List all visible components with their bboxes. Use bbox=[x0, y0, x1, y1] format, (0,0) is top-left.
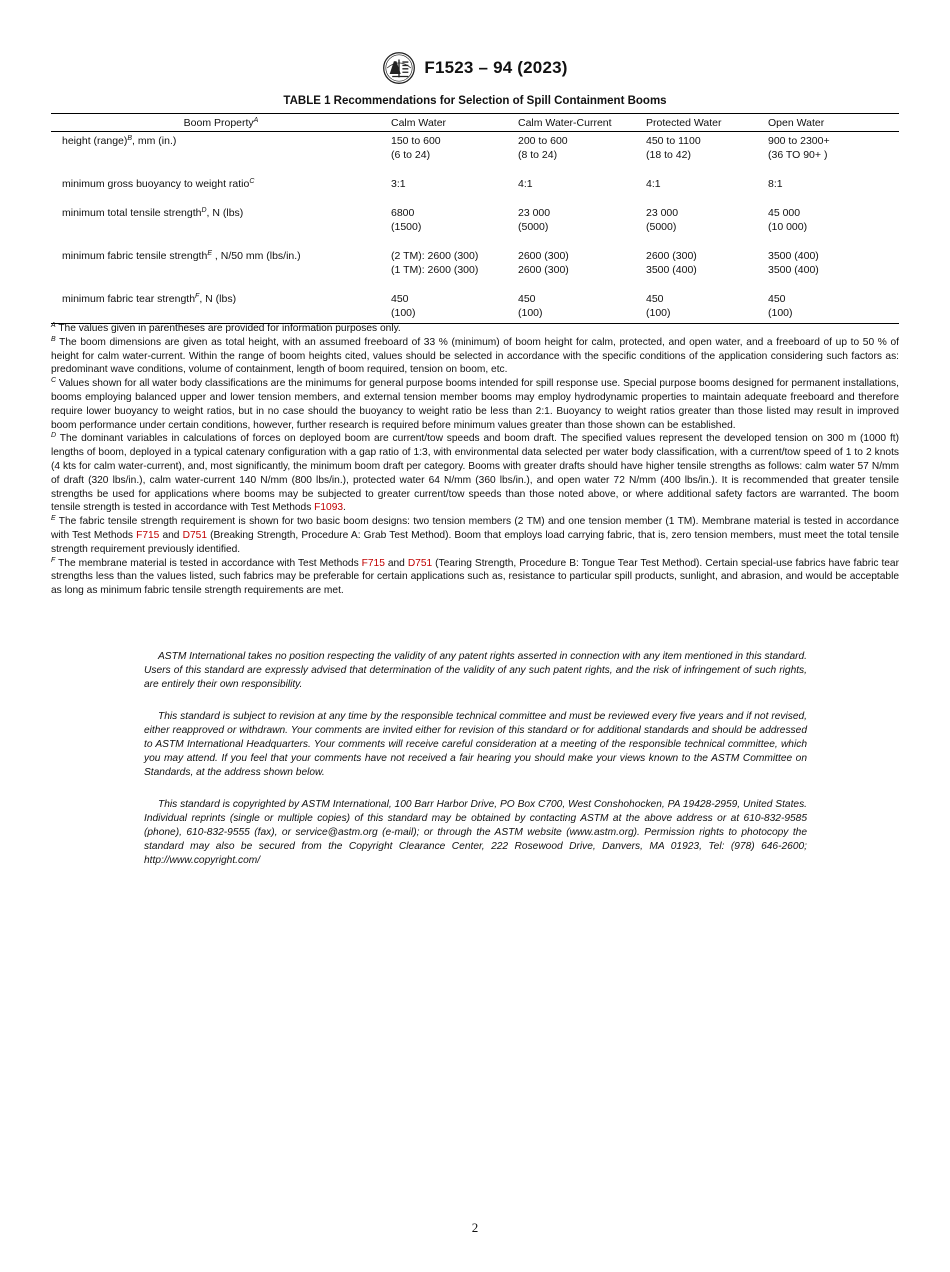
boom-selection-table bbox=[51, 113, 899, 324]
table-cell: 200 to 600 (8 to 24) bbox=[518, 135, 568, 161]
table-cell: 450 (100) bbox=[768, 290, 899, 324]
table-cell: 6800 (1500) bbox=[391, 207, 422, 233]
table-cell: 2600 (300) 2600 (300) bbox=[518, 250, 569, 276]
footnote-c: $^C$ Values shown for all water body classifications are the minimums for general purpose booms intended for spill response use. Special purpose booms designed for permanent installations, booms employing balanced upper and lower tension members, and external tension member booms may employ hydrodynamic properties to maintain adequate freeboard and therefore require lower buoyancy to weight ratios, but in no case should the buoyancy to weight ratio be less than 2:1. Buoyancy to weight ratios greater than those listed may result in improved boom performance under certain conditions, however, further research is required before minimum values greater than those shown can be established. bbox=[51, 377, 899, 431]
column-header-calm-water: Calm Water bbox=[391, 114, 518, 132]
revision-notice: This standard is subject to revision at any time by the responsible technical committee and must be reviewed every five years and if not revised, either reapproved or withdrawn. Your comments are invited either for revision of this standard or for additional standards and should be addressed to ASTM International Headquarters. Your comments will receive careful consideration at a meeting of the responsible technical committee, which you may attend. If you feel that your comments have not received a fair hearing you should make your views known to the ASTM Committee on Standards, at the address shown below. bbox=[144, 711, 807, 778]
table-cell: 450 (100) bbox=[518, 290, 646, 324]
table-cell: 3:1 bbox=[391, 178, 406, 190]
link-f1093[interactable]: F1093 bbox=[314, 502, 344, 514]
table-cell: 23 000 (5000) bbox=[518, 207, 551, 233]
row-property: minimum fabric tensile strength$^E$ , N/50 mm (lbs/in.) bbox=[62, 250, 301, 262]
table-cell: 2600 (300) 3500 (400) bbox=[646, 250, 697, 276]
table-cell: 450 (100) bbox=[646, 290, 768, 324]
footnote-a: $^A$ The values given in parentheses are provided for information purposes only. bbox=[51, 322, 401, 334]
table-cell: 4:1 bbox=[646, 178, 661, 190]
table-cell: 900 to 2300+ (36 TO 90+ ) bbox=[768, 135, 830, 161]
table-header-row bbox=[51, 114, 899, 132]
table-cell: 4:1 bbox=[518, 178, 533, 190]
page-number: 2 bbox=[471, 1220, 479, 1235]
table-cell: 23 000 (5000) bbox=[646, 207, 679, 233]
row-property: minimum fabric tear strength$^F$, N (lbs) bbox=[51, 290, 391, 324]
document-designation: F1523 – 94 (2023) bbox=[424, 58, 568, 77]
table-cell: 8:1 bbox=[768, 178, 783, 190]
row-property: minimum total tensile strength$^D$, N (lbs) bbox=[62, 207, 244, 219]
table-row bbox=[51, 175, 899, 204]
row-property: height (range)$^B$, mm (in.) bbox=[62, 135, 177, 147]
table-cell: 450 (100) bbox=[391, 290, 518, 324]
patent-notice: ASTM International takes no position respecting the validity of any patent rights asserted in connection with any item mentioned in this standard. Users of this standard are expressly advised that determination of the validity of any such patent rights, and the risk of infringement of such rights, are entirely their own responsibility. bbox=[144, 651, 807, 690]
table-cell: 450 to 1100 (18 to 42) bbox=[646, 135, 701, 161]
page-header bbox=[0, 50, 950, 86]
footnote-e: $^E$ The fabric tensile strength requirement is shown for two basic boom designs: two tension members (2 TM) and one tension member (1 TM). Membrane material is tested in accordance with Test Methods F715 and D751 (Breaking Strength, Procedure A: Grab Test Method). Boom that employs load carrying fabric, that is, zero tension members, must meet the total tensile strength requirement previously identified. bbox=[51, 515, 899, 555]
copyright-notice: This standard is copyrighted by ASTM International, 100 Barr Harbor Drive, PO Box C700, West Conshohocken, PA 19428-2959, United States. Individual reprints (single or multiple copies) of this standard may be obtained by contacting ASTM at the above address or at 610-832-9585 (phone), 610-832-9555 (fax), or service@astm.org (e-mail); or through the ASTM website (www.astm.org). Permission rights to photocopy the standard may also be secured from the Copyright Clearance Center, 222 Rosewood Drive, Danvers, MA 01923, Tel: (978) 646-2600; http://www.copyright.com/ bbox=[144, 799, 807, 866]
row-property: minimum gross buoyancy to weight ratio$^C$ bbox=[62, 178, 255, 190]
column-header-open-water: Open Water bbox=[768, 114, 899, 132]
column-header-property: Boom Property$^A$ bbox=[51, 114, 391, 132]
footnote-f: $^F$ The membrane material is tested in accordance with Test Methods F715 and D751 (Tearing Strength, Procedure B: Tongue Tear Test Method). Certain special-use fabrics have fabric tear strengths less than the values listed, such fabrics may be preferable for certain applications such as, resistance to particular spill products, sunlight, and abrasion, and would be acceptable as long as minimum fabric tensile strength requirements are met. bbox=[51, 556, 899, 597]
table-title: TABLE 1 Recommendations for Selection of Spill Containment Booms bbox=[283, 95, 667, 107]
link-f715[interactable]: F715 bbox=[136, 529, 160, 541]
column-header-calm-water-current: Calm Water-Current bbox=[518, 114, 646, 132]
table-row bbox=[51, 204, 899, 247]
link-d751[interactable]: D751 bbox=[407, 557, 433, 569]
astm-notices bbox=[144, 650, 807, 886]
footnote-b: $^B$ The boom dimensions are given as total height, with an assumed freeboard of 33 % (minimum) of boom height for calm, protected, and open water, and a freeboard of up to 50 % of height for calm water-current. Within the range of boom heights cited, values should be selected in accordance with the specific conditions of the application considering such factors as: predominant wave conditions, volume of containment, length of boom required, tension on boom, etc. bbox=[51, 335, 899, 376]
table-footnotes bbox=[51, 322, 899, 598]
column-header-protected-water: Protected Water bbox=[646, 114, 768, 132]
table-cell: 3500 (400) 3500 (400) bbox=[768, 250, 819, 276]
table-cell: (2 TM): 2600 (300) (1 TM): 2600 (300) bbox=[391, 250, 479, 276]
link-d751[interactable]: D751 bbox=[182, 529, 207, 541]
footnote-d: $^D$ The dominant variables in calculations of forces on deployed boom are current/tow speeds and boom draft. The specified values represent the developed tension on 300 m (1000 ft) lengths of boom, deployed in a typical catenary configuration with a gap ratio of 1:3, with environmental data selected per water body classification, with a current/tow speed of 1 to 2 knots (4 kts for calm water-current), and, most significantly, the minimum boom draft per category. Booms with greater drafts should have higher tensile strengths as follows: calm water 57 N/mm of draft (320 lbs/in.), calm water-current 140 N/mm (800 lbs/in.), protected water 64 N/mm (360 lbs/in.), and open water 72 N/mm (400 lbs/in.). It is recommended that greater tensile strengths be used for applications where booms may be subjected to greater current/tow speeds than those noted above, or where additional safety factors are warranted. The boom tensile strength is tested in accordance with Test Methods F1093. bbox=[51, 432, 899, 514]
table-row bbox=[51, 290, 899, 324]
table-row bbox=[51, 132, 899, 176]
table-cell: 45 000 (10 000) bbox=[768, 207, 808, 233]
table-cell: 150 to 600 (6 to 24) bbox=[391, 135, 441, 161]
table-row bbox=[51, 247, 899, 290]
astm-logo-icon bbox=[382, 51, 416, 85]
link-f715[interactable]: F715 bbox=[361, 557, 385, 569]
